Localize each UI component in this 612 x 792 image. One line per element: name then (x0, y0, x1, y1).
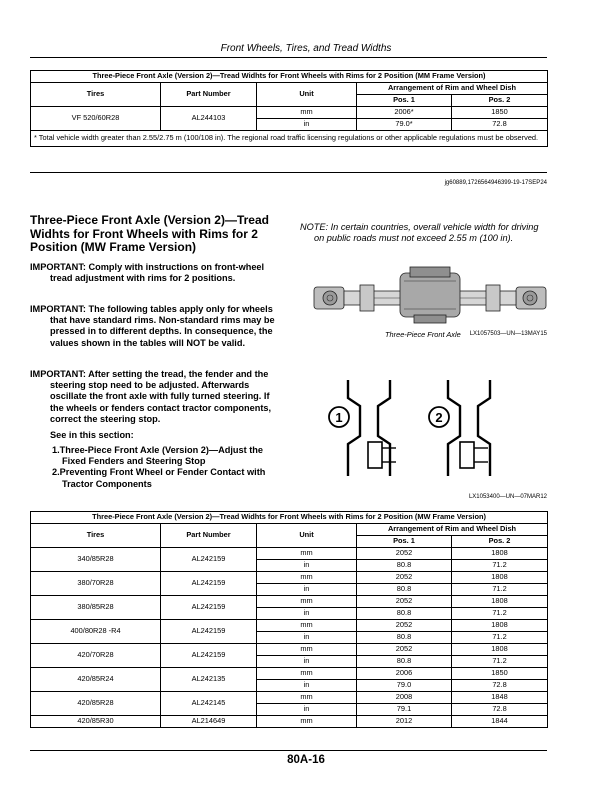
pos2-cell: 72.8 (452, 119, 548, 131)
pos1-cell: 2008 (357, 692, 452, 704)
figure2-reference: LX1053400—UN—07MAR12 (468, 494, 547, 500)
tread-width-table-mm-frame (30, 70, 548, 147)
tire-cell: 380/70R28 (31, 572, 161, 596)
callout-1-label: 1 (335, 410, 343, 425)
part-number-cell: AL242159 (161, 596, 257, 620)
column-header-part-number: Part Number (161, 524, 257, 548)
tire-cell: 400/80R28 -R4 (31, 620, 161, 644)
pos1-cell: 2052 (357, 644, 452, 656)
pos1-cell: 80.8 (357, 584, 452, 596)
column-header-tires: Tires (31, 83, 161, 107)
pos1-cell: 2052 (357, 572, 452, 584)
table-footnote: * Total vehicle width greater than 2.55/2.75 m (100/108 in). The regional road traffic licensing regulations or other applicable regulations must be observed. (31, 131, 548, 147)
part-number-cell: AL242145 (161, 692, 257, 716)
see-list-item-2[interactable]: 2.Preventing Front Wheel or Fender Contact with Tractor Components (52, 467, 266, 489)
tire-cell: 380/85R28 (31, 596, 161, 620)
unit-cell: in (257, 680, 357, 692)
pos1-cell: 2052 (357, 548, 452, 560)
column-header-arrangement: Arrangement of Rim and Wheel Dish (357, 524, 548, 536)
tire-cell: 340/85R28 (31, 548, 161, 572)
pos2-cell: 71.2 (452, 632, 548, 644)
table-row (31, 107, 548, 119)
see-list (52, 445, 280, 490)
pos1-cell: 2052 (357, 620, 452, 632)
pos2-cell: 71.2 (452, 584, 548, 596)
unit-cell: mm (257, 692, 357, 704)
pos2-cell: 72.8 (452, 704, 548, 716)
document-reference: jg60889,1726564946399-19-17SEP24 (444, 180, 547, 186)
part-number-cell: AL242159 (161, 548, 257, 572)
important-note-2-text: IMPORTANT: The following tables apply only for wheels that have standard rims. Non-standard rims may be pressed in to different depths. In consequence, the values shown in the tables will NOT be valid. (30, 304, 275, 348)
column-header-pos2: Pos. 2 (452, 95, 548, 107)
pos2-cell: 72.8 (452, 680, 548, 692)
front-axle-illustration-icon (310, 265, 550, 327)
pos2-cell: 1808 (452, 620, 548, 632)
note-text: NOTE: In certain countries, overall vehicle width for driving on public roads must not exceed 2.55 m (100 in). (300, 222, 539, 244)
pos1-cell: 2006* (357, 107, 452, 119)
table-row (31, 716, 548, 728)
tire-cell: 420/85R30 (31, 716, 161, 728)
unit-cell: in (257, 560, 357, 572)
pos2-cell: 1808 (452, 596, 548, 608)
unit-cell: in (257, 608, 357, 620)
pos1-cell: 80.8 (357, 632, 452, 644)
pos1-cell: 2006 (357, 668, 452, 680)
pos2-cell: 1850 (452, 668, 548, 680)
pos1-cell: 79.0* (357, 119, 452, 131)
note-block (300, 222, 548, 244)
unit-cell: mm (257, 668, 357, 680)
table-caption: Three-Piece Front Axle (Version 2)—Tread Widhts for Front Wheels with Rims for 2 Position (MM Frame Version) (31, 71, 548, 83)
pos2-cell: 71.2 (452, 608, 548, 620)
pos2-cell: 1844 (452, 716, 548, 728)
table-row (31, 668, 548, 680)
pos2-cell: 1848 (452, 692, 548, 704)
unit-cell: in (257, 119, 357, 131)
pos2-cell: 1808 (452, 548, 548, 560)
part-number-cell: AL242159 (161, 644, 257, 668)
footer-rule (30, 750, 547, 751)
pos2-cell: 1808 (452, 572, 548, 584)
pos1-cell: 79.0 (357, 680, 452, 692)
callout-2-label: 2 (435, 410, 443, 425)
column-header-pos1: Pos. 1 (357, 536, 452, 548)
tire-cell: VF 520/60R28 (31, 107, 161, 131)
pos1-cell: 80.8 (357, 560, 452, 572)
table-row (31, 620, 548, 632)
unit-cell: in (257, 584, 357, 596)
section-rule (30, 172, 547, 173)
unit-cell: in (257, 632, 357, 644)
tread-width-table-mw-frame (30, 511, 548, 728)
table-row (31, 596, 548, 608)
unit-cell: mm (257, 548, 357, 560)
important-note-1-text: IMPORTANT: Comply with instructions on front-wheel tread adjustment with rims for 2 positions. (30, 262, 265, 284)
tire-cell: 420/70R28 (31, 644, 161, 668)
unit-cell: mm (257, 107, 357, 119)
column-header-arrangement: Arrangement of Rim and Wheel Dish (357, 83, 548, 95)
column-header-part-number: Part Number (161, 83, 257, 107)
pos1-cell: 79.1 (357, 704, 452, 716)
unit-cell: mm (257, 644, 357, 656)
section-title: Three-Piece Front Axle (Version 2)—Tread Widhts for Front Wheels with Rims for 2 Position (MW Frame Version) (30, 213, 269, 254)
pos1-cell: 80.8 (357, 656, 452, 668)
pos2-cell: 1808 (452, 644, 548, 656)
important-note-1 (30, 262, 280, 284)
pos2-cell: 71.2 (452, 560, 548, 572)
column-header-pos2: Pos. 2 (452, 536, 548, 548)
figure1-caption: Three-Piece Front Axle (385, 330, 461, 339)
column-header-unit: Unit (257, 83, 357, 107)
unit-cell: mm (257, 716, 357, 728)
see-in-section-label: See in this section: (50, 430, 134, 440)
pos2-cell: 71.2 (452, 656, 548, 668)
part-number-cell: AL214649 (161, 716, 257, 728)
tire-cell: 420/85R28 (31, 692, 161, 716)
page-header-title: Front Wheels, Tires, and Tread Widths (220, 43, 392, 54)
table-row (31, 572, 548, 584)
table-row (31, 644, 548, 656)
rim-position-diagram-icon (318, 376, 518, 486)
unit-cell: mm (257, 596, 357, 608)
unit-cell: in (257, 704, 357, 716)
unit-cell: mm (257, 620, 357, 632)
column-header-tires: Tires (31, 524, 161, 548)
table-row (31, 692, 548, 704)
column-header-pos1: Pos. 1 (357, 95, 452, 107)
important-note-3 (30, 369, 280, 425)
table-caption: Three-Piece Front Axle (Version 2)—Tread Widhts for Front Wheels with Rims for 2 Position (MW Frame Version) (31, 512, 548, 524)
part-number-cell: AL242159 (161, 620, 257, 644)
figure1-reference: LX1057503—UN—13MAY15 (469, 331, 547, 337)
page-number: 80A-16 (287, 754, 325, 766)
tire-cell: 420/85R24 (31, 668, 161, 692)
part-number-cell: AL242135 (161, 668, 257, 692)
pos1-cell: 80.8 (357, 608, 452, 620)
unit-cell: mm (257, 572, 357, 584)
pos1-cell: 2012 (357, 716, 452, 728)
unit-cell: in (257, 656, 357, 668)
part-number-cell: AL244103 (161, 107, 257, 131)
important-note-2 (30, 304, 280, 349)
table-row (31, 548, 548, 560)
part-number-cell: AL242159 (161, 572, 257, 596)
header-rule (30, 57, 547, 58)
pos1-cell: 2052 (357, 596, 452, 608)
column-header-unit: Unit (257, 524, 357, 548)
important-note-3-text: IMPORTANT: After setting the tread, the fender and the steering stop need to be adjusted. Afterwards oscillate the front axle with fully turned steering. If the wheels or fenders contact tractor components, correct the steering stop. (30, 369, 272, 424)
see-list-item-1[interactable]: 1.Three-Piece Front Axle (Version 2)—Adjust the Fixed Fenders and Steering Stop (52, 445, 264, 467)
pos2-cell: 1850 (452, 107, 548, 119)
